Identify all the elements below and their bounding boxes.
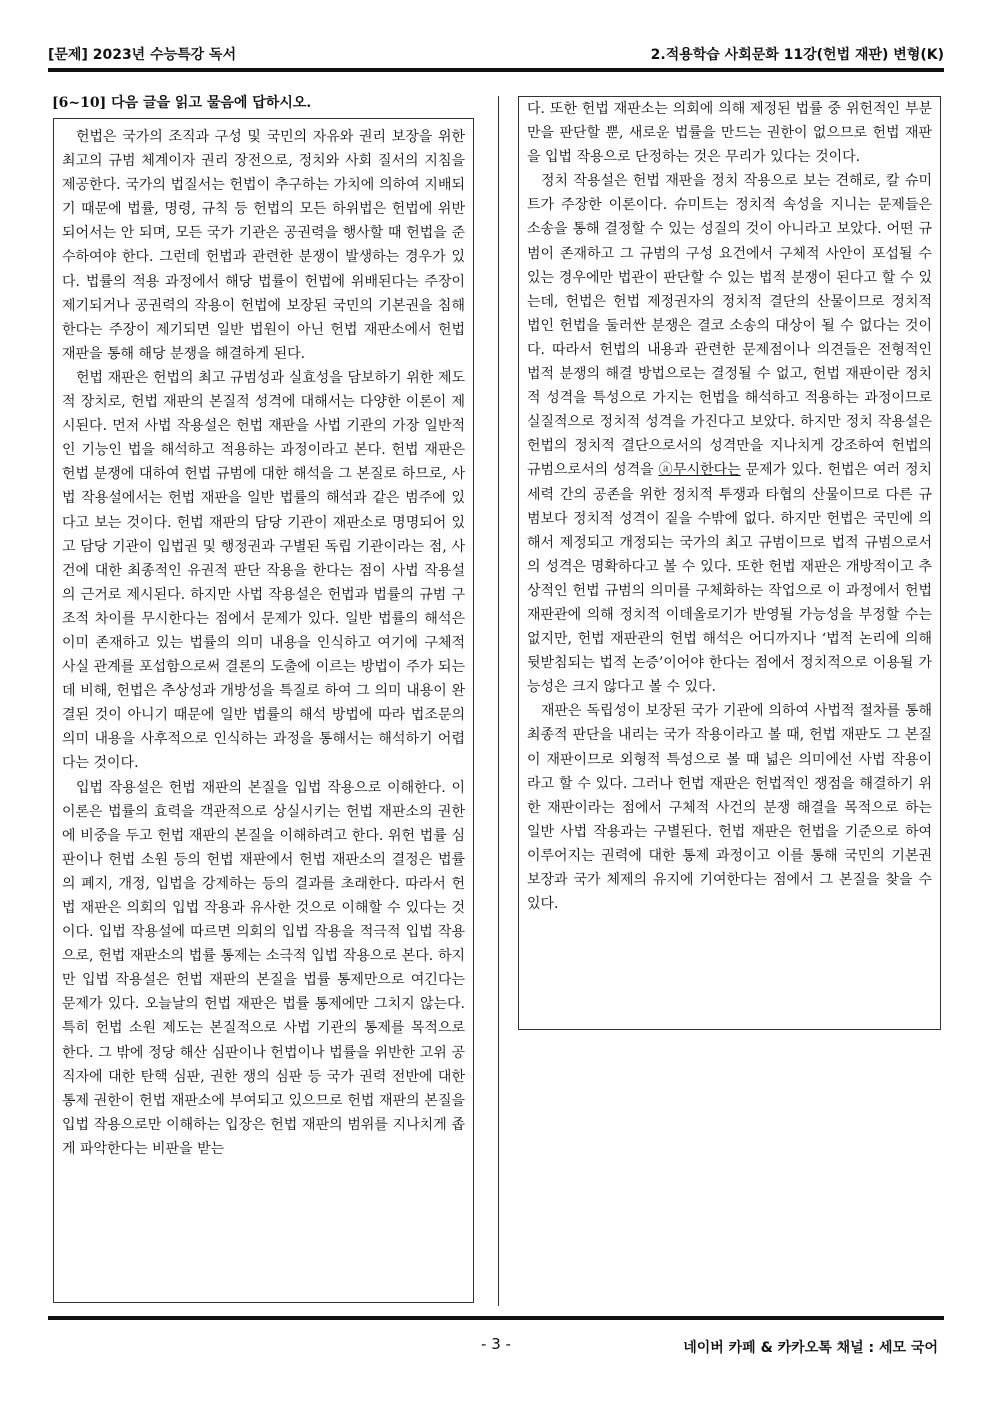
- header-rule: [48, 68, 944, 72]
- passage-text: 정치 작용설은 헌법 재판을 정치 작용으로 보는 견해로, 칼 슈미트가 주장한 이론이다. 슈미트는 정치적 속성을 지니는 문제들은 소송을 통해 결정할 수 있는 성질의 것이 아니라고 보았다. 어떤 규범이 존재하고 그 규범의 구성 요건에서 구체적 사안이 포섭될 수 있는 경우에만 법관이 판단할 수 있는 법적 분쟁이 된다고 할 수 있는데, 헌법은 헌법 제정권자의 정치적 결단의 산물이므로 정치적 법인 헌법을 둘러싼 분쟁은 결코 소송의 대상이 될 수 없다는 것이다. 따라서 헌법의 내용과 관련한 문제점이나 의견들은 전형적인 법적 분쟁의 해결 방법으로는 결정될 수 없고, 헌법 재판이란 정치적 성격을 특성으로 가지는 헌법을 해석하고 적용하는 과정이므로 실질적으로 정치적 성격을 가진다고 보았다. 하지만 정치 작용설은 헌법의 정치적 결단으로서의 성격만을 지나치게 강조하여 헌법의 규범으로서의 성격을: [527, 173, 932, 479]
- passage-text: 문제가 있다. 헌법은 여러 정치 세력 간의 공존을 위한 정치적 투쟁과 타협의 산물이므로 다른 규범보다 정치적 성격이 짙을 수밖에 없다. 하지만 헌법은 국민에 의해서 제정되고 개정되는 국가의 최고 규범이므로 법적 규범으로서의 성격은 명확하다고 볼 수 있다. 또한 헌법 재판은 개방적이고 추상적인 헌법 규범의 의미를 구체화하는 작업으로 이 과정에서 헌법 재판관에 의해 정치적 이데올로기가 반영될 가능성을 부정할 수는 없지만, 헌법 재판관의 헌법 해석은 어디까지나 ‘법적 논리에 의해 뒷받침되는 법적 논증’이어야 한다는 점에서 정치적으로 이용될 가능성은 크지 않다고 볼 수 있다.: [527, 462, 932, 696]
- passage-paragraph: [527, 169, 932, 699]
- passage-paragraph: 재판은 독립성이 보장된 국가 기관에 의하여 사법적 절차를 통해 최종적 판단을 내리는 국가 작용이라고 볼 때, 헌법 재판도 그 본질이 재판이므로 외형적 특성으로 볼 때 넓은 의미에선 사법 작용이라고 할 수 있다. 그러나 헌법 재판은 헌법적인 쟁점을 해결하기 위한 재판이라는 점에서 구체적 사건의 분쟁 해결을 목적으로 하는 일반 사법 작용과는 구별된다. 헌법 재판은 헌법을 기준으로 하여 이루어지는 권력에 대한 통제 과정이고 이를 통해 국민의 기본권 보장과 국가 체제의 유지에 기여한다는 점에서 그 본질을 찾을 수 있다.: [527, 703, 932, 913]
- passage-box-right: [518, 96, 941, 1030]
- passage-paragraph: 헌법 재판은 헌법의 최고 규범성과 실효성을 담보하기 위한 제도적 장치로, 헌법 재판의 본질적 성격에 대해서는 다양한 이론이 제시된다. 먼저 사법 작용설은 헌법 재판을 사법 기관의 가장 일반적인 기능인 법을 해석하고 적용하는 과정이라고 본다. 헌법 재판은 헌법 분쟁에 대하여 헌법 규범에 대한 해석을 그 본질로 하므로, 사법 작용설에서는 헌법 재판을 일반 법률의 해석과 같은 범주에 있다고 보는 것이다. 헌법 재판의 담당 기관이 재판소로 명명되어 있고 담당 기관이 입법권 및 행정권과 구별된 독립 기관이라는 점, 사건에 대한 최종적인 유권적 판단 작용을 한다는 점이 사법 작용설의 근거로 제시된다. 하지만 사법 작용설은 헌법과 법률의 규범 구조적 차이를 무시한다는 점에서 문제가 있다. 일반 법률의 해석은 이미 존재하고 있는 법률의 의미 내용을 인식하고 여기에 구체적 사실 관계를 포섭함으로써 결론의 도출에 이르는 방법이 주가 되는 데 비해, 헌법은 추상성과 개방성을 특질로 하여 그 의미 내용이 완결된 것이 아니기 때문에 일반 법률의 해석 방법에 따라 법조문의 의미 내용을 사후적으로 인식하는 과정을 통해서는 해석하기 어렵다는 것이다.: [62, 369, 465, 772]
- underlined-term-a: ⓐ무시한다는: [658, 462, 741, 479]
- footer-rule: [48, 1316, 944, 1320]
- passage-paragraph: 다. 또한 헌법 재판소는 의회에 의해 제정된 법률 중 위헌적인 부분만을 판단할 뿐, 새로운 법률을 만드는 권한이 없으므로 헌법 재판을 입법 작용으로 단정하는 것은 무리가 있다는 것이다.: [527, 101, 932, 166]
- passage-paragraph: 헌법은 국가의 조직과 구성 및 국민의 자유와 권리 보장을 위한 최고의 규범 체계이자 권리 장전으로, 정치와 사회 질서의 지침을 제공한다. 국가의 법질서는 헌법이 추구하는 가치에 의하여 지배되기 때문에 법률, 명령, 규칙 등 헌법의 모든 하위법은 헌법에 위반되어서는 안 되며, 모든 국가 기관은 공권력을 행사할 때 헌법을 준수하여야 한다. 그런데 헌법과 관련한 분쟁이 발생하는 경우가 있다. 법률의 적용 과정에서 해당 법률이 헌법에 위배된다는 주장이 제기되거나 공권력의 작용이 헌법에 보장된 국민의 기본권을 침해한다는 주장이 제기되면 일반 법원이 아닌 헌법 재판소에서 헌법 재판을 통해 해당 분쟁을 해결하게 된다.: [62, 129, 465, 362]
- page-number: - 3 -: [481, 1335, 511, 1353]
- column-divider: [498, 96, 499, 1306]
- passage-box-left: [53, 118, 474, 1303]
- passage-paragraph: 입법 작용설은 헌법 재판의 본질을 입법 작용으로 이해한다. 이 이론은 법률의 효력을 객관적으로 상실시키는 헌법 재판소의 권한에 비중을 두고 헌법 재판의 본질을 이해하려고 한다. 위헌 법률 심판이나 헌법 소원 등의 헌법 재판에서 헌법 재판소의 결정은 법률의 폐지, 개정, 입법을 강제하는 등의 결과를 초래한다. 따라서 헌법 재판은 의회의 입법 작용과 유사한 것으로 이해할 수 있다는 것이다. 입법 작용설에 따르면 의회의 입법 작용을 적극적 입법 작용으로, 헌법 재판소의 법률 통제는 소극적 입법 작용으로 본다. 하지만 입법 작용설은 헌법 재판의 본질을 법률 통제만으로 여긴다는 문제가 있다. 오늘날의 헌법 재판은 법률 통제에만 그치지 않는다. 특히 헌법 소원 제도는 본질적으로 사법 기관의 통제를 목적으로 한다. 그 밖에 정당 해산 심판이나 헌법이나 법률을 위반한 고위 공직자에 대한 탄핵 심판, 권한 쟁의 심판 등 국가 권력 전반에 대한 통제 권한이 헌법 재판소에 부여되고 있으므로 헌법 재판의 본질을 입법 작용으로만 이해하는 입장은 헌법 재판의 범위를 지나치게 좁게 파악한다는 비판을 받는: [62, 779, 465, 1157]
- question-instruction: [6~10] 다음 글을 읽고 물음에 답하시오.: [52, 95, 312, 111]
- header-title-left: [문제] 2023년 수능특강 독서: [48, 47, 237, 63]
- page-header: [48, 44, 944, 66]
- header-title-right: 2.적용학습 사회문화 11강(헌법 재판) 변형(K): [650, 47, 944, 63]
- footer-credit: 네이버 카페 & 카카오톡 채널 : 세모 국어: [683, 1340, 938, 1356]
